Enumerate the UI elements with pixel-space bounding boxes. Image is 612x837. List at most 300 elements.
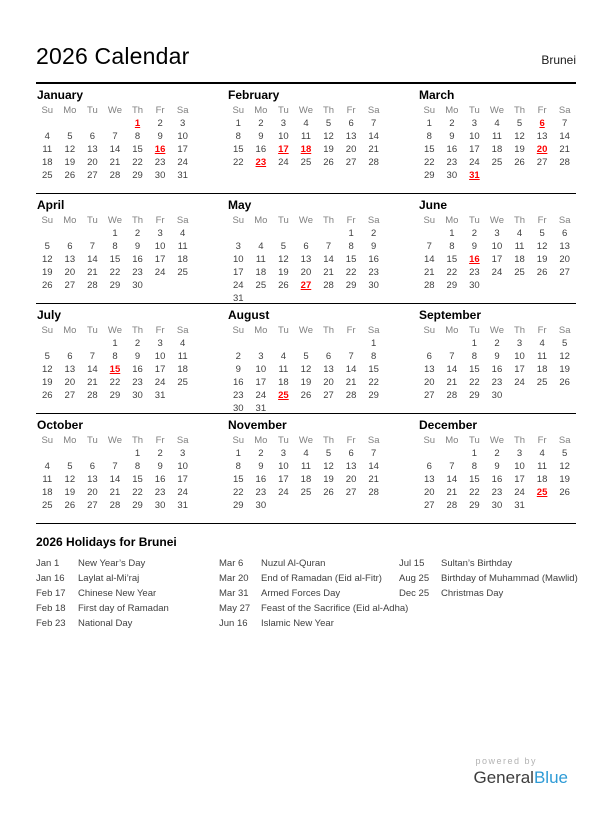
day-cell: 22 <box>132 157 143 168</box>
day-cell: 8 <box>134 131 141 142</box>
day-cell: 26 <box>64 500 76 511</box>
page-title: 2026 Calendar <box>36 43 190 69</box>
weekday-label: Tu <box>87 215 98 226</box>
day-cell: 23 <box>232 390 244 401</box>
day-cell: 17 <box>255 377 267 388</box>
day-cell: 7 <box>562 118 568 129</box>
weekday-label: Sa <box>367 325 380 336</box>
day-cell: 29 <box>132 170 143 181</box>
empty-cell <box>250 227 273 240</box>
country-label: Brunei <box>541 53 576 67</box>
day-cell: 18 <box>300 474 312 485</box>
day-cell: 31 <box>177 170 188 181</box>
weekday-label: We <box>298 215 314 226</box>
day-cell: 6 <box>325 351 332 362</box>
empty-cell <box>362 292 385 304</box>
day-cell: 28 <box>559 157 570 168</box>
day-cell: 25 <box>536 377 548 388</box>
weekday-label: Th <box>513 215 526 226</box>
holiday-day-cell: 27 <box>300 280 312 291</box>
day-cell: 4 <box>303 118 309 129</box>
holiday-name: End of Ramadan (Eid al-Fitr) <box>261 573 382 584</box>
day-cell: 31 <box>154 390 166 401</box>
holiday-day-cell: 1 <box>134 118 141 129</box>
empty-cell <box>531 499 554 512</box>
weekday-label: Su <box>41 325 54 336</box>
day-cell: 14 <box>109 144 121 155</box>
empty-cell <box>81 447 104 460</box>
day-cell: 23 <box>132 267 143 278</box>
month-grid <box>36 104 194 182</box>
day-cell: 3 <box>180 118 186 129</box>
day-cell: 7 <box>89 241 96 252</box>
day-cell: 2 <box>258 448 264 459</box>
day-cell: 26 <box>536 267 548 278</box>
day-cell: 4 <box>539 448 545 459</box>
empty-cell <box>36 117 59 130</box>
day-cell: 26 <box>278 280 289 291</box>
holidays-section <box>36 535 576 631</box>
month-name: January <box>37 88 84 102</box>
day-cell: 26 <box>559 377 570 388</box>
day-cell: 11 <box>42 474 53 485</box>
day-cell: 22 <box>368 377 379 388</box>
day-cell: 2 <box>157 118 163 129</box>
day-cell: 9 <box>471 241 478 252</box>
month-november <box>227 414 385 523</box>
day-cell: 11 <box>177 351 188 362</box>
empty-cell <box>295 292 318 304</box>
day-cell: 4 <box>44 131 50 142</box>
holiday-day-cell: 20 <box>536 144 548 155</box>
weekday-label: Tu <box>469 325 480 336</box>
weekday-label: Tu <box>278 325 289 336</box>
weekday-label: Mo <box>254 215 268 226</box>
empty-cell <box>295 337 318 350</box>
empty-cell <box>418 337 441 350</box>
holiday-date: Mar 6 <box>219 558 244 569</box>
day-cell: 13 <box>300 254 312 265</box>
empty-cell <box>418 227 441 240</box>
day-cell: 4 <box>494 118 500 129</box>
day-cell: 10 <box>514 461 525 472</box>
day-cell: 17 <box>177 474 188 485</box>
day-cell: 12 <box>559 351 570 362</box>
day-cell: 30 <box>232 403 244 414</box>
month-april <box>36 194 194 303</box>
weekday-label: Su <box>423 325 436 336</box>
day-cell: 16 <box>255 474 267 485</box>
weekday-label: We <box>107 435 123 446</box>
day-cell: 11 <box>177 241 188 252</box>
holiday-name: Islamic New Year <box>261 618 334 629</box>
weekday-label: Tu <box>87 435 98 446</box>
day-cell: 1 <box>348 228 354 239</box>
empty-cell <box>441 447 464 460</box>
holiday-column-2 <box>219 556 409 631</box>
day-cell: 19 <box>41 267 53 278</box>
day-cell: 27 <box>423 390 435 401</box>
day-cell: 4 <box>280 351 287 362</box>
holiday-day-cell: 18 <box>300 144 312 155</box>
day-cell: 26 <box>64 170 76 181</box>
empty-cell <box>553 389 576 402</box>
day-cell: 27 <box>64 390 76 401</box>
month-grid <box>36 434 194 512</box>
day-cell: 15 <box>423 144 435 155</box>
day-cell: 22 <box>232 157 244 168</box>
day-cell: 24 <box>491 267 503 278</box>
day-cell: 20 <box>345 474 357 485</box>
day-cell: 10 <box>469 131 480 142</box>
day-cell: 27 <box>559 267 570 278</box>
day-cell: 3 <box>516 448 523 459</box>
day-cell: 21 <box>423 267 435 278</box>
day-cell: 4 <box>516 228 523 239</box>
day-cell: 20 <box>423 487 435 498</box>
holidays-list <box>36 556 576 631</box>
day-cell: 19 <box>64 487 76 498</box>
day-cell: 17 <box>154 254 166 265</box>
day-cell: 9 <box>134 351 141 362</box>
empty-cell <box>59 447 82 460</box>
weekday-label: Mo <box>445 325 459 336</box>
day-cell: 31 <box>232 293 244 304</box>
weekday-label: Su <box>232 215 245 226</box>
weekday-label: Fr <box>537 105 547 116</box>
weekday-label: Sa <box>176 215 189 226</box>
weekday-label: Tu <box>278 215 289 226</box>
day-cell: 29 <box>132 500 143 511</box>
empty-cell <box>272 292 295 304</box>
day-cell: 3 <box>516 338 523 349</box>
day-cell: 21 <box>87 267 98 278</box>
day-cell: 19 <box>536 254 548 265</box>
day-cell: 30 <box>154 500 166 511</box>
day-cell: 5 <box>325 118 332 129</box>
day-cell: 20 <box>64 267 76 278</box>
empty-cell <box>486 169 509 182</box>
empty-cell <box>362 402 385 414</box>
day-cell: 22 <box>132 487 143 498</box>
weekday-label: We <box>489 215 505 226</box>
day-cell: 6 <box>426 351 432 362</box>
day-cell: 20 <box>300 267 312 278</box>
weekday-label: Fr <box>155 325 165 336</box>
empty-cell <box>553 499 576 512</box>
month-name: March <box>419 88 455 102</box>
day-cell: 3 <box>157 338 163 349</box>
day-cell: 4 <box>539 338 545 349</box>
day-cell: 24 <box>177 487 188 498</box>
holiday-date: Jun 16 <box>219 618 248 629</box>
day-cell: 18 <box>177 364 188 375</box>
weekday-label: Su <box>232 435 245 446</box>
day-cell: 20 <box>423 377 435 388</box>
day-cell: 13 <box>559 241 570 252</box>
day-cell: 13 <box>64 364 76 375</box>
day-cell: 19 <box>300 377 312 388</box>
day-cell: 10 <box>154 241 166 252</box>
weekday-label: We <box>489 105 505 116</box>
weekday-label: Fr <box>346 325 356 336</box>
day-cell: 17 <box>177 144 188 155</box>
empty-cell <box>36 227 59 240</box>
day-cell: 8 <box>348 241 354 252</box>
holiday-entry <box>399 556 578 571</box>
day-cell: 9 <box>449 131 455 142</box>
day-cell: 5 <box>562 448 568 459</box>
powered-by-label: powered by <box>475 756 538 766</box>
brand-general-text: General <box>473 768 534 787</box>
day-cell: 25 <box>300 487 312 498</box>
weekday-label: Su <box>232 105 245 116</box>
calendar-page <box>0 45 612 837</box>
day-cell: 8 <box>112 241 118 252</box>
holiday-date: Feb 23 <box>36 618 66 629</box>
empty-cell <box>227 337 250 350</box>
day-cell: 12 <box>41 254 53 265</box>
day-cell: 30 <box>491 390 503 401</box>
day-cell: 5 <box>303 351 309 362</box>
empty-cell <box>486 279 509 292</box>
day-cell: 26 <box>300 390 312 401</box>
month-name: June <box>419 198 448 212</box>
empty-cell <box>508 169 531 182</box>
month-name: April <box>37 198 65 212</box>
day-cell: 28 <box>87 390 98 401</box>
empty-cell <box>441 337 464 350</box>
day-cell: 27 <box>345 487 357 498</box>
month-march <box>418 84 576 193</box>
month-name: September <box>419 308 482 322</box>
day-cell: 28 <box>323 280 334 291</box>
day-cell: 21 <box>345 377 357 388</box>
day-cell: 16 <box>132 364 143 375</box>
day-cell: 10 <box>491 241 503 252</box>
day-cell: 11 <box>492 131 502 142</box>
day-cell: 29 <box>368 390 379 401</box>
months-row-4 <box>36 414 576 524</box>
day-cell: 3 <box>280 118 287 129</box>
day-cell: 21 <box>559 144 570 155</box>
day-cell: 27 <box>323 390 334 401</box>
day-cell: 21 <box>323 267 334 278</box>
holiday-day-cell: 23 <box>255 157 267 168</box>
day-cell: 29 <box>109 280 121 291</box>
day-cell: 31 <box>514 500 525 511</box>
day-cell: 23 <box>368 267 379 278</box>
month-grid <box>36 214 194 292</box>
day-cell: 15 <box>368 364 379 375</box>
holiday-date: Dec 25 <box>399 588 430 599</box>
weekday-label: Th <box>131 105 144 116</box>
day-cell: 14 <box>423 254 435 265</box>
months-grid <box>36 84 576 524</box>
empty-cell <box>36 337 59 350</box>
day-cell: 12 <box>323 131 334 142</box>
day-cell: 25 <box>41 500 53 511</box>
empty-cell <box>317 292 340 304</box>
day-cell: 8 <box>426 131 432 142</box>
day-cell: 22 <box>446 267 458 278</box>
day-cell: 30 <box>154 170 166 181</box>
day-cell: 14 <box>345 364 357 375</box>
day-cell: 14 <box>109 474 121 485</box>
holiday-name: Feast of the Sacrifice (Eid al-Adha) <box>261 603 409 614</box>
weekday-label: Th <box>322 325 335 336</box>
day-cell: 24 <box>278 157 289 168</box>
day-cell: 3 <box>280 448 287 459</box>
day-cell: 3 <box>258 351 264 362</box>
day-cell: 12 <box>64 144 76 155</box>
weekday-label: Fr <box>537 435 547 446</box>
weekday-label: Su <box>423 215 436 226</box>
holiday-date: Mar 20 <box>219 573 249 584</box>
empty-cell <box>272 402 295 414</box>
weekday-label: Mo <box>63 105 77 116</box>
day-cell: 20 <box>64 377 76 388</box>
empty-cell <box>508 279 531 292</box>
empty-cell <box>272 227 295 240</box>
day-cell: 7 <box>449 461 455 472</box>
month-august <box>227 304 385 413</box>
day-cell: 11 <box>514 241 525 252</box>
day-cell: 27 <box>87 170 98 181</box>
day-cell: 17 <box>469 144 480 155</box>
day-cell: 7 <box>449 351 455 362</box>
day-cell: 16 <box>132 254 143 265</box>
day-cell: 6 <box>348 118 354 129</box>
day-cell: 28 <box>446 390 458 401</box>
day-cell: 24 <box>154 377 166 388</box>
holiday-entry <box>36 556 219 571</box>
holiday-entry <box>219 616 399 631</box>
weekday-label: Mo <box>445 435 459 446</box>
day-cell: 18 <box>278 377 289 388</box>
day-cell: 27 <box>536 157 548 168</box>
day-cell: 5 <box>44 351 50 362</box>
month-name: October <box>37 418 84 432</box>
day-cell: 7 <box>371 118 377 129</box>
day-cell: 9 <box>157 131 163 142</box>
weekday-label: Sa <box>558 435 571 446</box>
day-cell: 6 <box>67 351 73 362</box>
empty-cell <box>272 499 295 512</box>
day-cell: 12 <box>41 364 53 375</box>
holiday-day-cell: 17 <box>278 144 289 155</box>
month-grid <box>227 434 385 512</box>
weekday-label: Mo <box>63 325 77 336</box>
holiday-date: Aug 25 <box>399 573 430 584</box>
weekday-label: Mo <box>445 215 459 226</box>
day-cell: 15 <box>232 474 244 485</box>
day-cell: 29 <box>345 280 357 291</box>
day-cell: 9 <box>494 461 500 472</box>
day-cell: 25 <box>177 267 188 278</box>
day-cell: 12 <box>323 461 334 472</box>
weekday-label: Th <box>322 435 335 446</box>
day-cell: 26 <box>559 487 570 498</box>
day-cell: 15 <box>446 254 458 265</box>
day-cell: 12 <box>64 474 76 485</box>
day-cell: 6 <box>348 448 354 459</box>
day-cell: 10 <box>255 364 267 375</box>
day-cell: 23 <box>469 267 480 278</box>
empty-cell <box>340 499 363 512</box>
day-cell: 8 <box>371 351 377 362</box>
holiday-day-cell: 25 <box>278 390 289 401</box>
day-cell: 4 <box>258 241 264 252</box>
day-cell: 7 <box>325 241 332 252</box>
day-cell: 13 <box>536 131 548 142</box>
empty-cell <box>362 499 385 512</box>
day-cell: 10 <box>177 131 188 142</box>
day-cell: 5 <box>325 448 332 459</box>
day-cell: 17 <box>154 364 166 375</box>
holiday-entry <box>219 586 399 601</box>
empty-cell <box>81 117 104 130</box>
empty-cell <box>295 402 318 414</box>
weekday-label: Fr <box>155 435 165 446</box>
day-cell: 24 <box>177 157 188 168</box>
holiday-date: Jan 16 <box>36 573 65 584</box>
day-cell: 15 <box>132 474 143 485</box>
day-cell: 13 <box>87 144 98 155</box>
day-cell: 7 <box>348 351 354 362</box>
day-cell: 25 <box>300 157 312 168</box>
day-cell: 18 <box>41 157 53 168</box>
day-cell: 10 <box>278 461 289 472</box>
day-cell: 1 <box>426 118 432 129</box>
day-cell: 21 <box>109 487 121 498</box>
day-cell: 8 <box>449 241 455 252</box>
holiday-day-cell: 6 <box>539 118 545 129</box>
day-cell: 2 <box>471 228 478 239</box>
day-cell: 11 <box>278 364 289 375</box>
page-header <box>36 45 576 84</box>
day-cell: 11 <box>537 351 548 362</box>
month-october <box>36 414 194 523</box>
day-cell: 25 <box>491 157 503 168</box>
day-cell: 20 <box>87 487 98 498</box>
weekday-label: Th <box>131 435 144 446</box>
day-cell: 19 <box>41 377 53 388</box>
day-cell: 29 <box>469 500 480 511</box>
weekday-label: Su <box>41 435 54 446</box>
day-cell: 2 <box>494 338 500 349</box>
empty-cell <box>317 337 340 350</box>
month-february <box>227 84 385 193</box>
weekday-label: Th <box>322 215 335 226</box>
day-cell: 9 <box>371 241 377 252</box>
empty-cell <box>250 292 273 304</box>
day-cell: 1 <box>235 118 241 129</box>
month-name: July <box>37 308 62 322</box>
day-cell: 14 <box>368 131 379 142</box>
day-cell: 14 <box>446 474 458 485</box>
day-cell: 1 <box>371 338 377 349</box>
day-cell: 7 <box>371 448 377 459</box>
month-grid <box>418 104 576 182</box>
weekday-label: Sa <box>367 105 380 116</box>
day-cell: 20 <box>559 254 570 265</box>
day-cell: 3 <box>494 228 500 239</box>
month-name: August <box>228 308 270 322</box>
weekday-label: Th <box>322 105 335 116</box>
day-cell: 29 <box>232 500 244 511</box>
day-cell: 13 <box>423 474 435 485</box>
